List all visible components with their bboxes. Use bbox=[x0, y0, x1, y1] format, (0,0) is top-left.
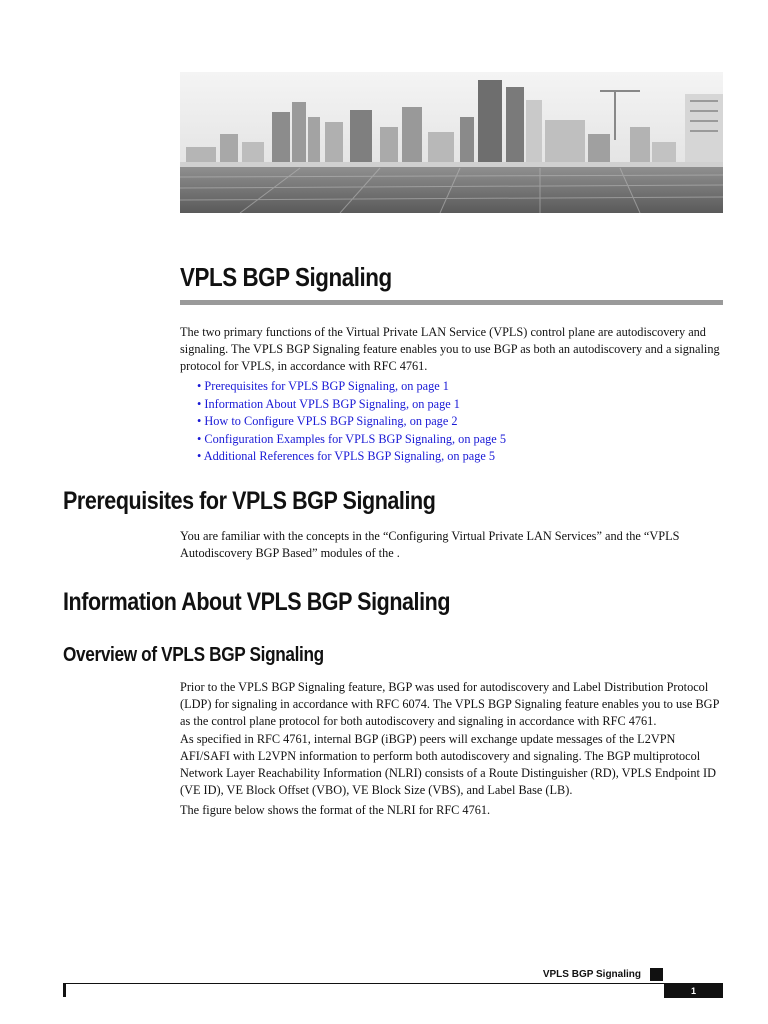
banner-image bbox=[180, 72, 723, 213]
prerequisites-paragraph: You are familiar with the concepts in the “Configuring Virtual Private LAN Services” and the “VPLS Autodiscovery BGP Based” modules of the . bbox=[180, 529, 680, 560]
overview-paragraph-1: Prior to the VPLS BGP Signaling feature, BGP was used for autodiscovery and Label Distribution Protocol (LDP) for signaling in accordance with RFC 6074. The VPLS BGP Signaling feature enables you to use BGP as the control plane protocol for both autodiscovery and signaling in accordance with RFC 4761. bbox=[180, 680, 719, 728]
toc-item[interactable] bbox=[197, 378, 506, 396]
overview-heading: Overview of VPLS BGP Signaling bbox=[63, 644, 324, 666]
overview-paragraph-3: The figure below shows the format of the NLRI for RFC 4761. bbox=[180, 803, 491, 817]
bullet-icon: • bbox=[197, 431, 202, 446]
toc-link-additional-references[interactable]: Additional References for VPLS BGP Signaling, on page 5 bbox=[203, 449, 496, 464]
toc-item[interactable] bbox=[197, 413, 506, 431]
toc-link-information[interactable]: Information About VPLS BGP Signaling, on page 1 bbox=[204, 396, 460, 411]
page-number: 1 bbox=[664, 984, 723, 998]
bullet-icon: • bbox=[197, 414, 202, 429]
footer-marker bbox=[650, 968, 663, 981]
bullet-icon: • bbox=[197, 449, 202, 464]
toc-link-prerequisites[interactable]: Prerequisites for VPLS BGP Signaling, on page 1 bbox=[204, 379, 449, 393]
bullet-icon: • bbox=[197, 379, 202, 393]
toc-list bbox=[197, 378, 506, 466]
city-skyline-photo bbox=[180, 72, 723, 213]
toc-item[interactable] bbox=[197, 396, 506, 414]
intro-paragraph: The two primary functions of the Virtual Private LAN Service (VPLS) control plane are autodiscovery and signaling. The VPLS BGP Signaling feature enables you to use BGP as both an autodiscovery and a signaling protocol for VPLS, in accordance with RFC 4761. bbox=[180, 325, 720, 373]
page-title: VPLS BGP Signaling bbox=[180, 262, 392, 292]
toc-item[interactable] bbox=[197, 431, 506, 449]
footer-title: VPLS BGP Signaling bbox=[542, 969, 641, 980]
information-heading: Information About VPLS BGP Signaling bbox=[63, 588, 451, 616]
toc-item[interactable] bbox=[197, 448, 506, 466]
footer-tick bbox=[63, 983, 66, 997]
toc-link-how-to-configure[interactable]: How to Configure VPLS BGP Signaling, on page 2 bbox=[204, 414, 458, 429]
overview-paragraph-2: As specified in RFC 4761, internal BGP (iBGP) peers will exchange update messages of the L2VPN AFI/SAFI with L2VPN information to perform both autodiscovery and signaling. The BGP multiprotocol Network Layer Reachability Information (NLRI) consists of a Route Distinguisher (RD), VPLS Endpoint ID (VE ID), VE Block Offset (VBO), VE Block Size (VBS), and Label Base (LB). bbox=[180, 732, 716, 797]
title-rule bbox=[180, 300, 723, 305]
footer-rule bbox=[63, 983, 723, 984]
prerequisites-heading: Prerequisites for VPLS BGP Signaling bbox=[63, 487, 436, 515]
toc-link-configuration-examples[interactable]: Configuration Examples for VPLS BGP Signaling, on page 5 bbox=[204, 431, 506, 446]
bullet-icon: • bbox=[197, 396, 202, 411]
